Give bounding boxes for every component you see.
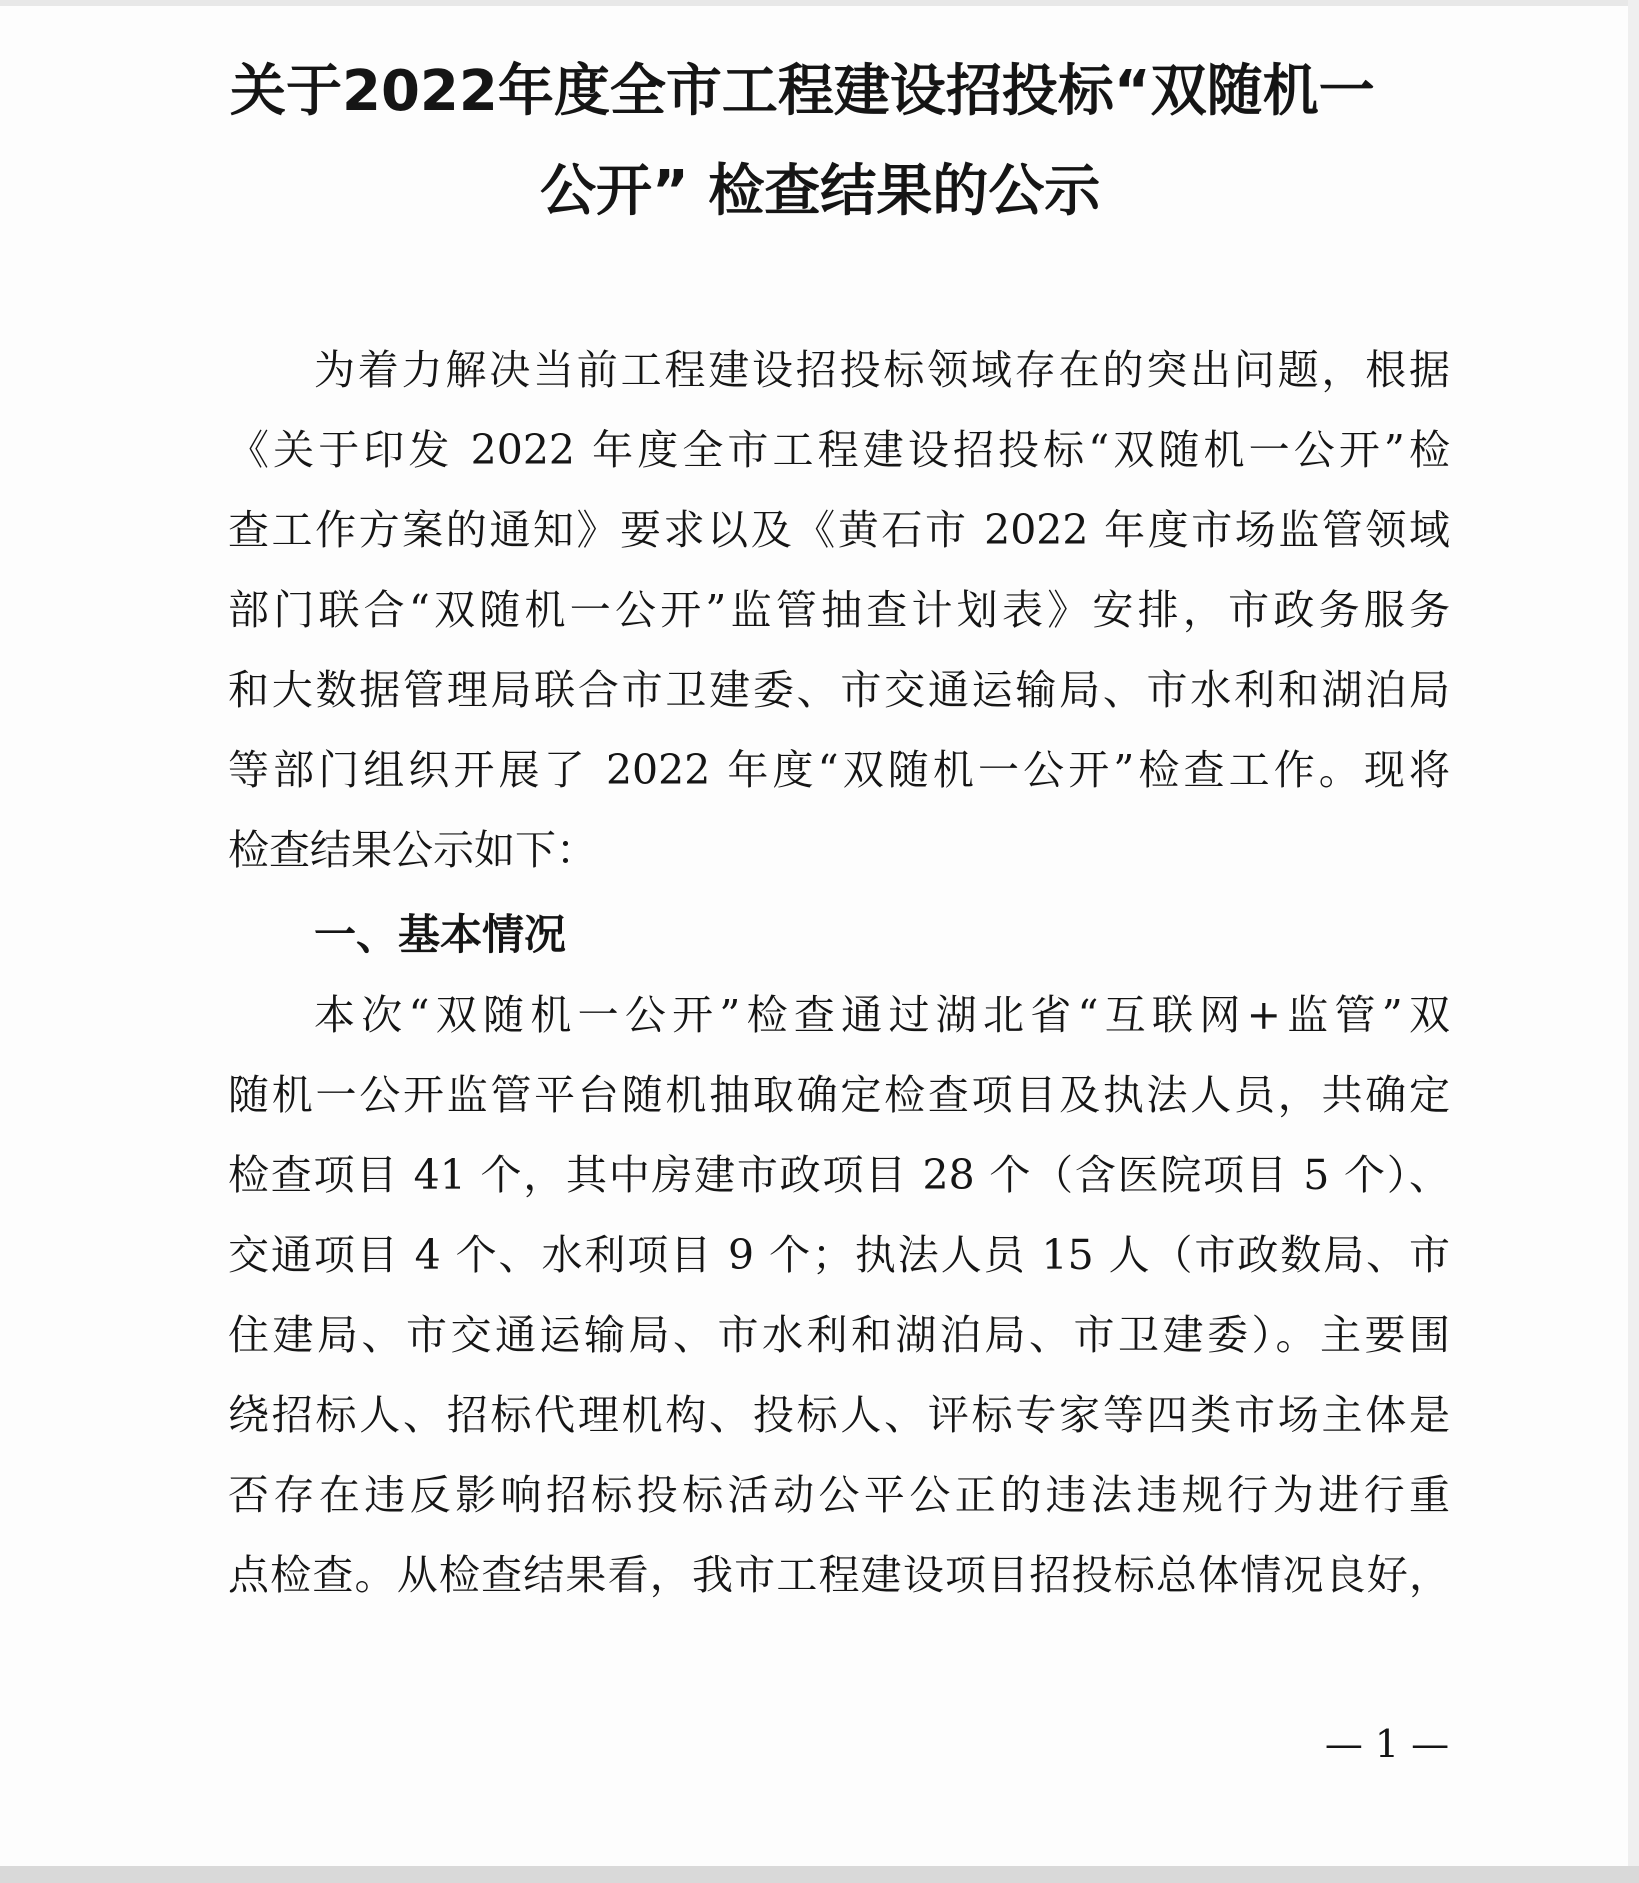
intro-paragraph-line: 检查结果公示如下： (228, 826, 597, 874)
scan-edge-right (1628, 0, 1639, 1883)
intro-paragraph-line: 等部门组织开展了 2022 年度“双随机一公开”检查工作。现将 (228, 746, 1450, 794)
section-paragraph-line: 检查项目 41 个，其中房建市政项目 28 个（含医院项目 5 个）、 (228, 1151, 1450, 1199)
intro-paragraph-line: 《关于印发 2022 年度全市工程建设招投标“双随机一公开”检 (228, 426, 1450, 474)
document-title-line-2: 公开” 检查结果的公示 (540, 159, 1101, 224)
intro-paragraph-line: 查工作方案的通知》要求以及《黄石市 2022 年度市场监管领域 (228, 506, 1450, 554)
section-paragraph-line: 绕招标人、招标代理机构、投标人、评标专家等四类市场主体是 (228, 1391, 1450, 1439)
scan-edge-bottom (0, 1866, 1639, 1883)
section-heading-basic-situation: 一、基本情况 (314, 910, 567, 959)
intro-paragraph-line: 为着力解决当前工程建设招投标领域存在的突出问题，根据 (314, 346, 1450, 394)
section-paragraph-line: 住建局、市交通运输局、市水利和湖泊局、市卫建委）。主要围 (228, 1311, 1450, 1359)
section-paragraph-line: 否存在违反影响招标投标活动公平公正的违法违规行为进行重 (228, 1471, 1450, 1519)
section-paragraph-line: 随机一公开监管平台随机抽取确定检查项目及执法人员，共确定 (228, 1071, 1450, 1119)
section-paragraph-line: 点检查。从检查结果看，我市工程建设项目招投标总体情况良好， (228, 1551, 1450, 1599)
document-title-line-1: 关于2022年度全市工程建设招投标“双随机一 (230, 59, 1375, 124)
intro-paragraph-line: 部门联合“双随机一公开”监管抽查计划表》安排，市政务服务 (228, 586, 1450, 634)
section-paragraph-line: 本次“双随机一公开”检查通过湖北省“互联网+监管”双 (314, 991, 1450, 1039)
section-paragraph-line: 交通项目 4 个、水利项目 9 个；执法人员 15 人（市政数局、市 (228, 1231, 1450, 1279)
intro-paragraph-line: 和大数据管理局联合市卫建委、市交通运输局、市水利和湖泊局 (228, 666, 1450, 714)
page-number: — 1 — (1324, 1722, 1450, 1766)
scan-edge-top (0, 0, 1639, 6)
